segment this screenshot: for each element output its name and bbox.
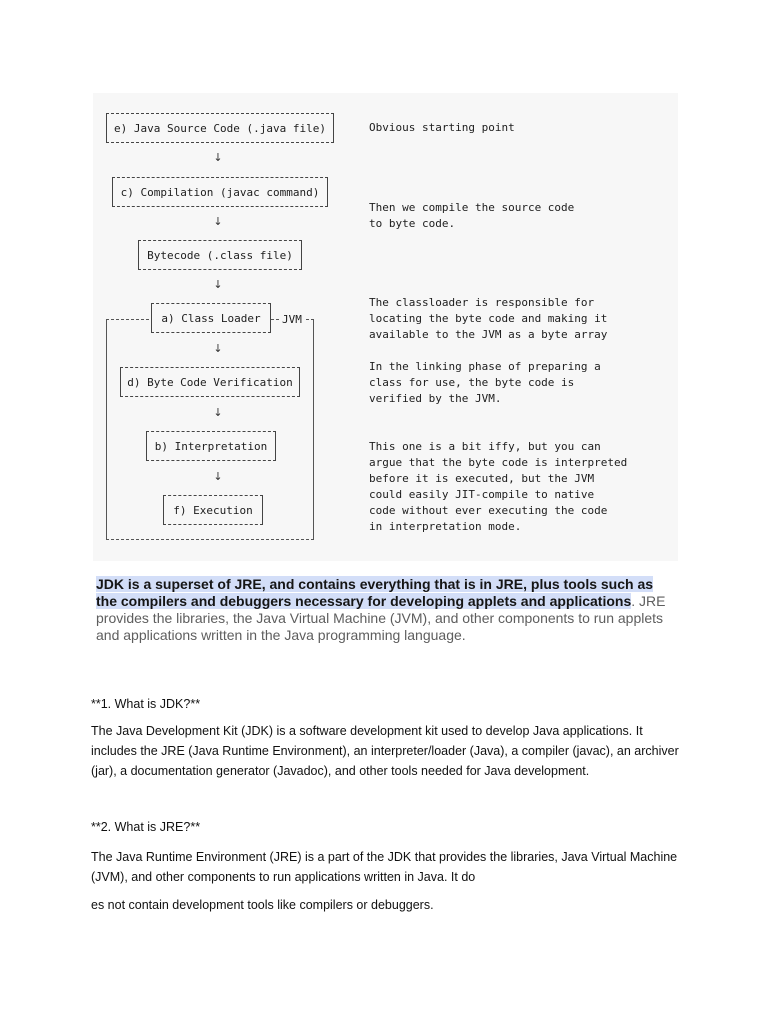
diagram-box-byte-code-verification-label: d) Byte Code Verification <box>127 375 293 389</box>
note-linking: In the linking phase of preparing a class for use, the byte code is verified by the JVM. <box>369 360 601 405</box>
diagram-box-interpretation <box>146 431 276 461</box>
diagram-box-execution-label: f) Execution <box>173 503 253 517</box>
diagram-box-compilation <box>112 177 328 207</box>
jvm-label: JVM <box>282 313 302 326</box>
question-2-answer-continuation: es not contain development tools like compilers or debuggers. <box>91 898 434 912</box>
diagram-box-bytecode-label: Bytecode (.class file) <box>147 248 293 262</box>
diagram-box-byte-code-verification <box>120 367 300 397</box>
diagram-box-class-loader <box>151 303 271 333</box>
note-classloader: The classloader is responsible for locating the byte code and making it available to the JVM as a byte array <box>369 296 608 341</box>
diagram-box-interpretation-label: b) Interpretation <box>154 439 268 453</box>
diagram-arrow-6: ↓ <box>213 470 223 483</box>
diagram-box-bytecode <box>138 240 302 270</box>
diagram-arrow-2: ↓ <box>213 215 223 228</box>
diagram-arrow-3: ↓ <box>213 278 223 291</box>
note-interpretation: This one is a bit iffy, but you can argue that the byte code is interpreted before it is executed, but the JVM could easily JIT-compile to native code without ever executing the code in interpretation mode. <box>369 440 628 533</box>
diagram-box-source-code <box>106 113 334 143</box>
question-1-heading: **1. What is JDK?** <box>91 697 201 711</box>
note-compile: Then we compile the source code to byte code. <box>369 201 575 230</box>
diagram-box-class-loader-label: a) Class Loader <box>161 311 261 325</box>
definition-rest-text: . JRE provides the libraries, the Java Virtual Machine (JVM), and other components to run applets and applications written in the Java programming language. <box>96 593 666 643</box>
question-2-answer: The Java Runtime Environment (JRE) is a part of the JDK that provides the libraries, Java Virtual Machine (JVM), and other components to run applications written in Java. It do <box>91 850 678 884</box>
note-starting-point: Obvious starting point <box>369 121 515 134</box>
definition-highlighted-text: JDK is a superset of JRE, and contains everything that is in JRE, plus tools such as the compilers and debuggers necessary for developing applets and applications <box>96 576 654 609</box>
diagram-box-compilation-label: c) Compilation (javac command) <box>120 185 320 199</box>
java-execution-diagram <box>93 93 678 561</box>
diagram-box-execution <box>163 495 263 525</box>
diagram-arrow-1: ↓ <box>213 151 223 164</box>
question-2-heading: **2. What is JRE?** <box>91 820 201 834</box>
diagram-arrow-5: ↓ <box>213 406 223 419</box>
diagram-arrow-4: ↓ <box>213 342 223 355</box>
question-1-answer: The Java Development Kit (JDK) is a software development kit used to develop Java applications. It includes the JRE (Java Runtime Environment), an interpreter/loader (Java), a compiler (javac), an archiver (jar), a documentation generator (Javadoc), and other tools needed for Java development. <box>91 724 679 778</box>
jdk-jre-definition <box>96 576 676 644</box>
diagram-box-source-code-label: e) Java Source Code (.java file) <box>114 121 326 135</box>
